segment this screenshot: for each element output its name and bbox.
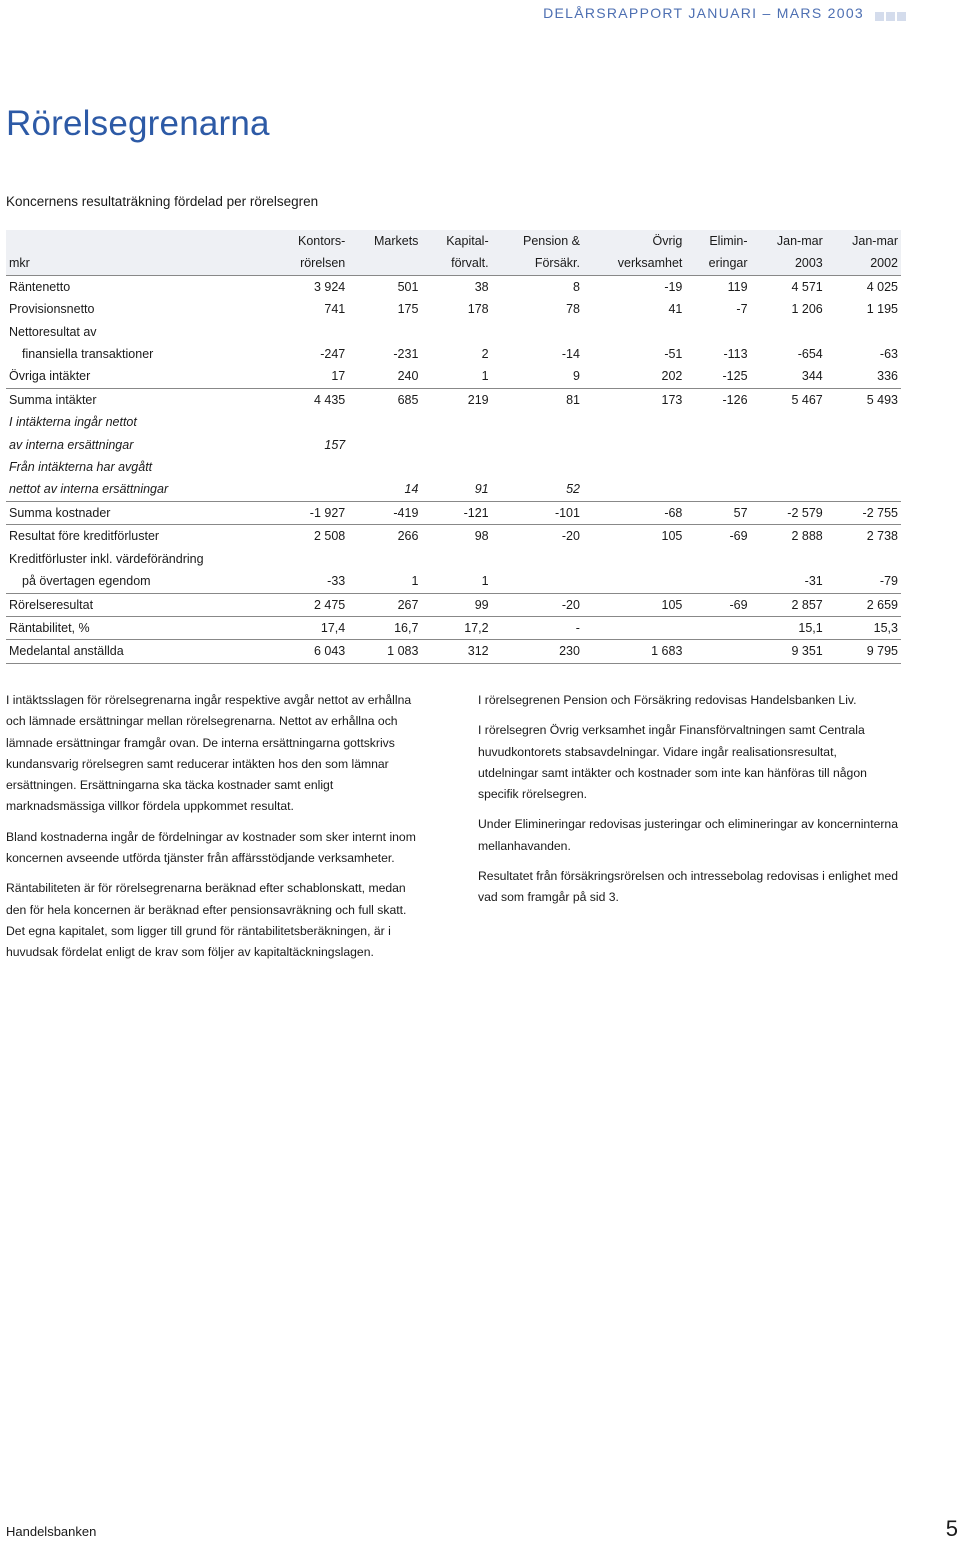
cell-value: 173 bbox=[661, 392, 683, 407]
cell-value: 99 bbox=[421, 593, 491, 616]
cell-value: -247 bbox=[320, 347, 346, 362]
cell-value: 78 bbox=[566, 302, 580, 317]
cell-value bbox=[751, 434, 826, 456]
cell-value: -113 bbox=[723, 347, 748, 362]
header-decoration bbox=[873, 8, 906, 26]
table-row bbox=[6, 275, 901, 298]
cell-value bbox=[348, 456, 421, 478]
cell-value bbox=[826, 456, 901, 478]
cell-value: 17,2 bbox=[421, 616, 491, 639]
cell-value: -19 bbox=[664, 279, 683, 294]
cell-value bbox=[583, 411, 685, 433]
cell-value bbox=[583, 616, 685, 639]
cell-value bbox=[421, 411, 491, 433]
cell-value bbox=[685, 616, 750, 639]
cell-value bbox=[583, 548, 685, 570]
cell-value: 312 bbox=[421, 640, 491, 663]
cell-value: 8 bbox=[573, 279, 580, 294]
note-paragraph: Resultatet från försäkringsrörelsen och intressebolag redovisas i enlighet med vad som framgår på sid 3. bbox=[478, 869, 899, 905]
cell-value: 81 bbox=[566, 392, 580, 407]
cell-value bbox=[271, 548, 348, 570]
cell-value: -231 bbox=[393, 347, 419, 362]
table-row bbox=[6, 434, 901, 456]
cell-value: 14 bbox=[348, 478, 421, 501]
row-label: Rörelseresultat bbox=[6, 593, 271, 616]
cell-value: 16,7 bbox=[348, 616, 421, 639]
cell-value: 2 475 bbox=[271, 593, 348, 616]
cell-value: 15,3 bbox=[826, 616, 901, 639]
cell-value bbox=[826, 321, 901, 343]
cell-value: 105 bbox=[661, 529, 683, 544]
cell-value bbox=[271, 478, 348, 501]
cell-value: -2 579 bbox=[751, 501, 826, 524]
cell-value: -69 bbox=[685, 593, 750, 616]
row-label: finansiella transaktioner bbox=[22, 347, 154, 362]
cell-value: 175 bbox=[397, 302, 419, 317]
table-row bbox=[6, 616, 901, 639]
cell-value: 178 bbox=[467, 302, 489, 317]
cell-value: -33 bbox=[271, 570, 348, 593]
row-label: Summa kostnader bbox=[6, 501, 271, 524]
cell-value: 2 659 bbox=[826, 593, 901, 616]
cell-value: 741 bbox=[324, 302, 346, 317]
cell-value: -63 bbox=[879, 347, 898, 362]
cell-value: 9 795 bbox=[826, 640, 901, 663]
cell-value: 501 bbox=[397, 279, 419, 294]
table-row bbox=[6, 388, 901, 411]
cell-value: -654 bbox=[797, 347, 823, 362]
cell-value bbox=[421, 321, 491, 343]
cell-value bbox=[492, 434, 583, 456]
table-row bbox=[6, 321, 901, 343]
note-paragraph: Räntabiliteten är för rörelsegrenarna beräknad efter schablonskatt, medan den för hela koncernen är beräknad efter pensionsavräkning och full skatt. Det egna kapitalet, som ligger till grund för räntabilitetsberäkningen, är i huvudsak fördelat enligt de krav som följer av kapitaltäckningslagen. bbox=[6, 881, 407, 960]
cell-value bbox=[751, 411, 826, 433]
cell-value bbox=[685, 478, 750, 501]
cell-value: -20 bbox=[561, 529, 580, 544]
row-label: nettot av interna ersättningar bbox=[6, 478, 271, 501]
running-header: DELÅRSRAPPORT JANUARI – MARS 2003 bbox=[543, 5, 864, 21]
cell-value bbox=[492, 548, 583, 570]
table-row bbox=[6, 365, 901, 388]
table-row bbox=[6, 525, 901, 548]
cell-value: 15,1 bbox=[751, 616, 826, 639]
cell-value: 1 206 bbox=[791, 302, 823, 317]
cell-value: 219 bbox=[467, 392, 489, 407]
cell-value: 157 bbox=[324, 437, 346, 452]
cell-value: 4 571 bbox=[791, 279, 823, 294]
cell-value: 17 bbox=[271, 365, 348, 388]
cell-value bbox=[271, 456, 348, 478]
row-label: Räntabilitet, % bbox=[6, 616, 271, 639]
row-label: Summa intäkter bbox=[9, 392, 97, 407]
cell-value: 2002 bbox=[826, 252, 901, 275]
cell-value: 1 683 bbox=[583, 640, 685, 663]
table-header-row bbox=[6, 230, 901, 252]
cell-value: 1 195 bbox=[866, 302, 898, 317]
cell-value: 6 043 bbox=[271, 640, 348, 663]
cell-value bbox=[685, 434, 750, 456]
cell-value: verksamhet bbox=[583, 252, 685, 275]
row-label: I intäkterna ingår nettot bbox=[9, 415, 137, 430]
cell-value: 1 bbox=[421, 365, 491, 388]
cell-value: -31 bbox=[751, 570, 826, 593]
cell-value: Markets bbox=[373, 234, 419, 248]
cell-value bbox=[421, 548, 491, 570]
table-row bbox=[6, 548, 901, 570]
cell-value: -79 bbox=[826, 570, 901, 593]
cell-value bbox=[348, 434, 421, 456]
table-header-row bbox=[6, 252, 901, 275]
cell-value: 4 435 bbox=[313, 392, 346, 407]
cell-value bbox=[826, 478, 901, 501]
cell-value bbox=[685, 411, 750, 433]
footer-brand: Handelsbanken bbox=[6, 1524, 97, 1539]
cell-value: -1 927 bbox=[271, 501, 348, 524]
cell-value: 2 508 bbox=[313, 529, 346, 544]
cell-value: 5 467 bbox=[791, 392, 823, 407]
cell-value: 5 493 bbox=[866, 392, 898, 407]
cell-value: -125 bbox=[685, 365, 750, 388]
cell-value: Kontors- bbox=[297, 234, 346, 248]
cell-value: förvalt. bbox=[421, 252, 491, 275]
cell-value: 38 bbox=[474, 279, 489, 294]
cell-value bbox=[492, 456, 583, 478]
cell-value: Jan-mar bbox=[776, 234, 823, 248]
cell-value bbox=[685, 640, 750, 663]
row-label: Provisionsnetto bbox=[9, 302, 95, 317]
cell-value: 57 bbox=[685, 501, 750, 524]
cell-value bbox=[751, 321, 826, 343]
cell-value: 2 738 bbox=[866, 529, 898, 544]
cell-value bbox=[271, 411, 348, 433]
row-label: Övriga intäkter bbox=[6, 365, 271, 388]
cell-value: -2 755 bbox=[826, 501, 901, 524]
cell-value: 230 bbox=[492, 640, 583, 663]
cell-value: -69 bbox=[729, 529, 748, 544]
cell-value: 1 bbox=[421, 570, 491, 593]
cell-value: -68 bbox=[583, 501, 685, 524]
cell-value: Jan-mar bbox=[852, 234, 898, 248]
cell-value: eringar bbox=[685, 252, 750, 275]
cell-value: rörelsen bbox=[271, 252, 348, 275]
cell-value bbox=[826, 411, 901, 433]
cell-value: 2 bbox=[481, 347, 489, 362]
row-label: Resultat före kreditförluster bbox=[9, 529, 160, 544]
row-label: på övertagen egendom bbox=[6, 570, 271, 593]
cell-value: 52 bbox=[492, 478, 583, 501]
segment-income-table bbox=[6, 230, 901, 664]
note-paragraph: I rörelsegren Övrig verksamhet ingår Finansförvaltningen samt Centrala huvudkontorets stabsavdelningar. Vidare ingår realisationsresultat, utdelningar samt intäkter och kostnader som inte kan hänföras till någon specifik rörelsegren. bbox=[478, 723, 867, 802]
table-row bbox=[6, 640, 901, 663]
cell-value: 9 bbox=[492, 365, 583, 388]
cell-value: -51 bbox=[664, 347, 683, 362]
note-paragraph: Bland kostnaderna ingår de fördelningar av kostnader som sker internt inom koncernen avseende utförda tjänster från affärsstödjande verksamheter. bbox=[6, 829, 416, 866]
table-row bbox=[6, 411, 901, 433]
cell-value: 2 888 bbox=[791, 529, 823, 544]
table-row bbox=[6, 478, 901, 501]
cell-value: -121 bbox=[421, 501, 491, 524]
page-number: 5 bbox=[945, 1516, 958, 1541]
cell-value: 2003 bbox=[751, 252, 826, 275]
cell-value: - bbox=[492, 616, 583, 639]
cell-value: 105 bbox=[583, 593, 685, 616]
note-paragraph: I rörelsegrenen Pension och Försäkring redovisas Handelsbanken Liv. bbox=[478, 693, 857, 707]
cell-value bbox=[751, 548, 826, 570]
cell-value: 3 924 bbox=[313, 279, 346, 294]
cell-value bbox=[583, 321, 685, 343]
cell-value bbox=[348, 548, 421, 570]
row-label: Räntenetto bbox=[9, 279, 71, 294]
table-row bbox=[6, 456, 901, 478]
cell-value: -101 bbox=[492, 501, 583, 524]
cell-value bbox=[685, 548, 750, 570]
cell-value: 17,4 bbox=[271, 616, 348, 639]
notes-left-column bbox=[6, 690, 428, 973]
cell-value: 91 bbox=[421, 478, 491, 501]
cell-value bbox=[685, 321, 750, 343]
cell-value bbox=[751, 478, 826, 501]
cell-value bbox=[583, 570, 685, 593]
table-caption: Koncernens resultaträkning fördelad per rörelsegren bbox=[6, 194, 319, 209]
cell-value bbox=[348, 411, 421, 433]
cell-value bbox=[492, 570, 583, 593]
cell-value bbox=[348, 252, 421, 275]
row-label bbox=[6, 230, 271, 252]
cell-value: 344 bbox=[751, 365, 826, 388]
cell-value: 41 bbox=[668, 302, 683, 317]
cell-value bbox=[271, 321, 348, 343]
cell-value bbox=[685, 570, 750, 593]
cell-value bbox=[826, 434, 901, 456]
cell-value: -7 bbox=[736, 302, 748, 317]
cell-value bbox=[826, 548, 901, 570]
cell-value: Kapital- bbox=[446, 234, 489, 248]
notes-right-column bbox=[478, 690, 900, 918]
row-label: mkr bbox=[6, 252, 271, 275]
cell-value: 2 857 bbox=[751, 593, 826, 616]
table-row bbox=[6, 593, 901, 616]
cell-value bbox=[421, 456, 491, 478]
row-label: Från intäkterna har avgått bbox=[9, 460, 153, 475]
page-title: Rörelsegrenarna bbox=[6, 104, 270, 143]
cell-value: 1 083 bbox=[348, 640, 421, 663]
table-row bbox=[6, 343, 901, 365]
cell-value: 240 bbox=[348, 365, 421, 388]
cell-value: 202 bbox=[583, 365, 685, 388]
row-label: av interna ersättningar bbox=[9, 437, 134, 452]
cell-value bbox=[492, 411, 583, 433]
cell-value: Övrig bbox=[652, 234, 683, 248]
cell-value: 98 bbox=[474, 529, 489, 544]
cell-value: -14 bbox=[561, 347, 580, 362]
cell-value bbox=[583, 478, 685, 501]
cell-value: 685 bbox=[397, 392, 419, 407]
note-paragraph: Under Elimineringar redovisas justeringar och elimineringar av koncerninterna mellanhavanden. bbox=[478, 817, 898, 853]
cell-value bbox=[421, 434, 491, 456]
row-label: Medelantal anställda bbox=[6, 640, 271, 663]
cell-value: 266 bbox=[397, 529, 419, 544]
cell-value: Pension & bbox=[522, 234, 580, 248]
cell-value: 1 bbox=[348, 570, 421, 593]
cell-value bbox=[492, 321, 583, 343]
cell-value: 4 025 bbox=[866, 279, 898, 294]
cell-value: 9 351 bbox=[751, 640, 826, 663]
cell-value: Elimin- bbox=[709, 234, 748, 248]
cell-value bbox=[583, 456, 685, 478]
cell-value: 336 bbox=[826, 365, 901, 388]
cell-value: Försäkr. bbox=[492, 252, 583, 275]
table-row bbox=[6, 501, 901, 524]
cell-value: 119 bbox=[727, 279, 748, 294]
cell-value bbox=[751, 456, 826, 478]
cell-value bbox=[685, 456, 750, 478]
cell-value: -20 bbox=[492, 593, 583, 616]
table-row bbox=[6, 298, 901, 320]
row-label: Kreditförluster inkl. värdeförändring bbox=[9, 551, 204, 566]
row-label: Nettoresultat av bbox=[9, 324, 97, 339]
cell-value bbox=[348, 321, 421, 343]
cell-value: 267 bbox=[348, 593, 421, 616]
cell-value: -126 bbox=[722, 392, 748, 407]
note-paragraph: I intäktsslagen för rörelsegrenarna ingår respektive avgår nettot av erhållna och lämnade ersättningar mellan rörelsegrenarna. Nettot av erhållna och lämnade ersättningar framgår ovan. De interna ersättningarna gottskrivs kundansvarig rörelsegren samt reducerar intäkten hos den som lämnar ersättningen. Ersättningarna ska täcka kostnader samt enligt marknadsmässiga villkor fördela uppkommet resultat. bbox=[6, 693, 412, 814]
cell-value: -419 bbox=[348, 501, 421, 524]
table-row bbox=[6, 570, 901, 593]
cell-value bbox=[583, 434, 685, 456]
